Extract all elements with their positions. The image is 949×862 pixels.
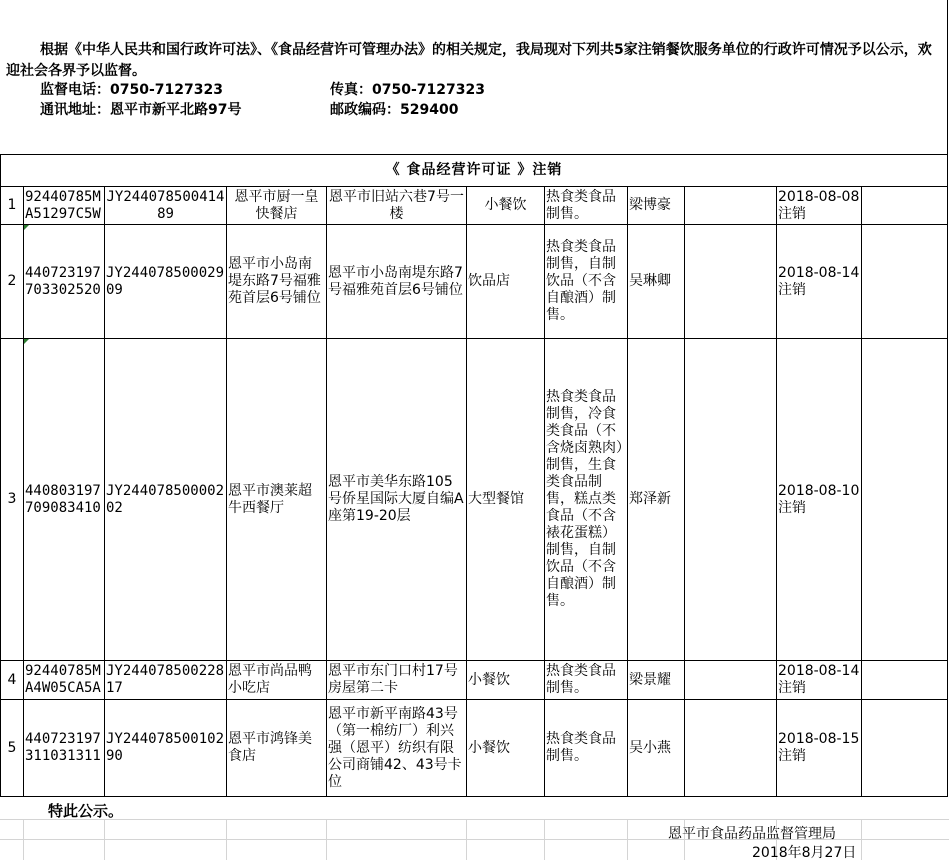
cancel-date — [777, 187, 862, 225]
notice-header — [0, 0, 948, 154]
row-index: 1 — [1, 187, 24, 225]
business-address: 恩平市旧站六巷7号一楼 — [327, 187, 467, 225]
extra-cell — [685, 339, 777, 661]
business-scope: 热食类食品制售，冷食类食品（不含烧卤熟肉）制售，生食类食品制售，糕点类食品（不含裱花蛋糕）制售，自制饮品（不含自酿酒）制售。 — [545, 339, 628, 661]
license-number: JY24407850002909 — [105, 225, 227, 339]
date-text: 2018-08-14 — [778, 663, 860, 679]
issue-date: 2018年8月27日 — [752, 845, 857, 861]
cancel-date — [777, 700, 862, 797]
date-text: 2018-08-14 — [778, 264, 860, 281]
row-index: 5 — [1, 700, 24, 797]
empty-cell — [862, 225, 948, 339]
fax-line: 传真：0750-7127323 — [330, 82, 485, 98]
status-text: 注销 — [778, 205, 806, 222]
business-name: 恩平市小岛南堤东路7号福雅苑首层6号铺位 — [227, 225, 327, 339]
notice-closing: 特此公示。 — [48, 802, 124, 820]
extra-cell — [685, 700, 777, 797]
row-index: 3 — [1, 339, 24, 661]
license-number: JY24407850022817 — [105, 661, 227, 700]
intro-paragraph: 根据《中华人民共和国行政许可法》、《食品经营许可管理办法》的相关规定，我局现对下列共5家注销餐饮服务单位的行政许可情况予以公示，欢迎社会各界予以监督。 — [6, 42, 932, 79]
cancel-date — [777, 339, 862, 661]
postcode-line: 邮政编码：529400 — [330, 102, 459, 118]
address-line: 通讯地址：恩平市新平北路97号 — [40, 102, 242, 118]
empty-cell — [862, 661, 948, 700]
credit-code: 92440785MA4W05CA5A — [24, 661, 105, 700]
business-type: 小餐饮 — [467, 700, 545, 797]
row-index: 2 — [1, 225, 24, 339]
cancel-date — [777, 661, 862, 700]
row-index: 4 — [1, 661, 24, 700]
business-type: 小餐饮 — [467, 661, 545, 700]
empty-cell — [862, 187, 948, 225]
business-scope: 热食类食品制售。 — [545, 187, 628, 225]
status-text: 注销 — [778, 281, 806, 298]
business-address: 恩平市美华东路105号侨星国际大厦自编A座第19-20层 — [327, 339, 467, 661]
credit-code: 440803197709083410 — [24, 339, 105, 661]
date-text: 2018-08-10 — [778, 482, 860, 499]
business-name: 恩平市厨一皇快餐店 — [227, 187, 327, 225]
business-address: 恩平市东门口村17号房屋第二卡 — [327, 661, 467, 700]
business-type: 大型餐馆 — [467, 339, 545, 661]
license-number: JY24407850000202 — [105, 339, 227, 661]
table-row — [1, 187, 948, 225]
credit-code: 440723197703302520 — [24, 225, 105, 339]
business-scope: 热食类食品制售，自制饮品（不含自酿酒）制售。 — [545, 225, 628, 339]
business-scope: 热食类食品制售。 — [545, 700, 628, 797]
date-text: 2018-08-08 — [778, 188, 860, 205]
issuing-agency: 恩平市食品药品监督管理局 — [668, 826, 836, 842]
status-text: 注销 — [778, 680, 806, 696]
table-row — [1, 700, 948, 797]
business-address: 恩平市新平南路43号（第一棉纺厂）利兴强（恩平）纺织有限公司商铺42、43号卡位 — [327, 700, 467, 797]
empty-cell — [862, 700, 948, 797]
credit-code: 440723197311031311 — [24, 700, 105, 797]
business-name: 恩平市鸿锋美食店 — [227, 700, 327, 797]
license-table — [0, 154, 948, 797]
extra-cell — [685, 187, 777, 225]
table-row — [1, 661, 948, 700]
date-text: 2018-08-15 — [778, 731, 860, 747]
license-number: JY24407850010290 — [105, 700, 227, 797]
table-title: 《 食品经营许可证 》注销 — [1, 155, 948, 187]
business-name: 恩平市尚品鸭小吃店 — [227, 661, 327, 700]
business-type: 饮品店 — [467, 225, 545, 339]
legal-person: 梁景耀 — [628, 661, 685, 700]
legal-person: 吴琳卿 — [628, 225, 685, 339]
business-address: 恩平市小岛南堤东路7号福雅苑首层6号铺位 — [327, 225, 467, 339]
extra-cell — [685, 225, 777, 339]
license-number: JY24407850041489 — [105, 187, 227, 225]
empty-cell — [862, 339, 948, 661]
phone-line: 监督电话：0750-7127323 — [40, 82, 223, 98]
extra-cell — [685, 661, 777, 700]
cancel-date — [777, 225, 862, 339]
business-scope: 热食类食品制售。 — [545, 661, 628, 700]
table-row — [1, 225, 948, 339]
notice-footer — [0, 797, 949, 860]
status-text: 注销 — [778, 748, 806, 764]
legal-person: 郑泽新 — [628, 339, 685, 661]
table-row — [1, 339, 948, 661]
legal-person: 吴小燕 — [628, 700, 685, 797]
status-text: 注销 — [778, 499, 806, 516]
business-type: 小餐饮 — [467, 187, 545, 225]
legal-person: 梁博豪 — [628, 187, 685, 225]
credit-code: 92440785MA51297C5W — [24, 187, 105, 225]
business-name: 恩平市澳莱超牛西餐厅 — [227, 339, 327, 661]
